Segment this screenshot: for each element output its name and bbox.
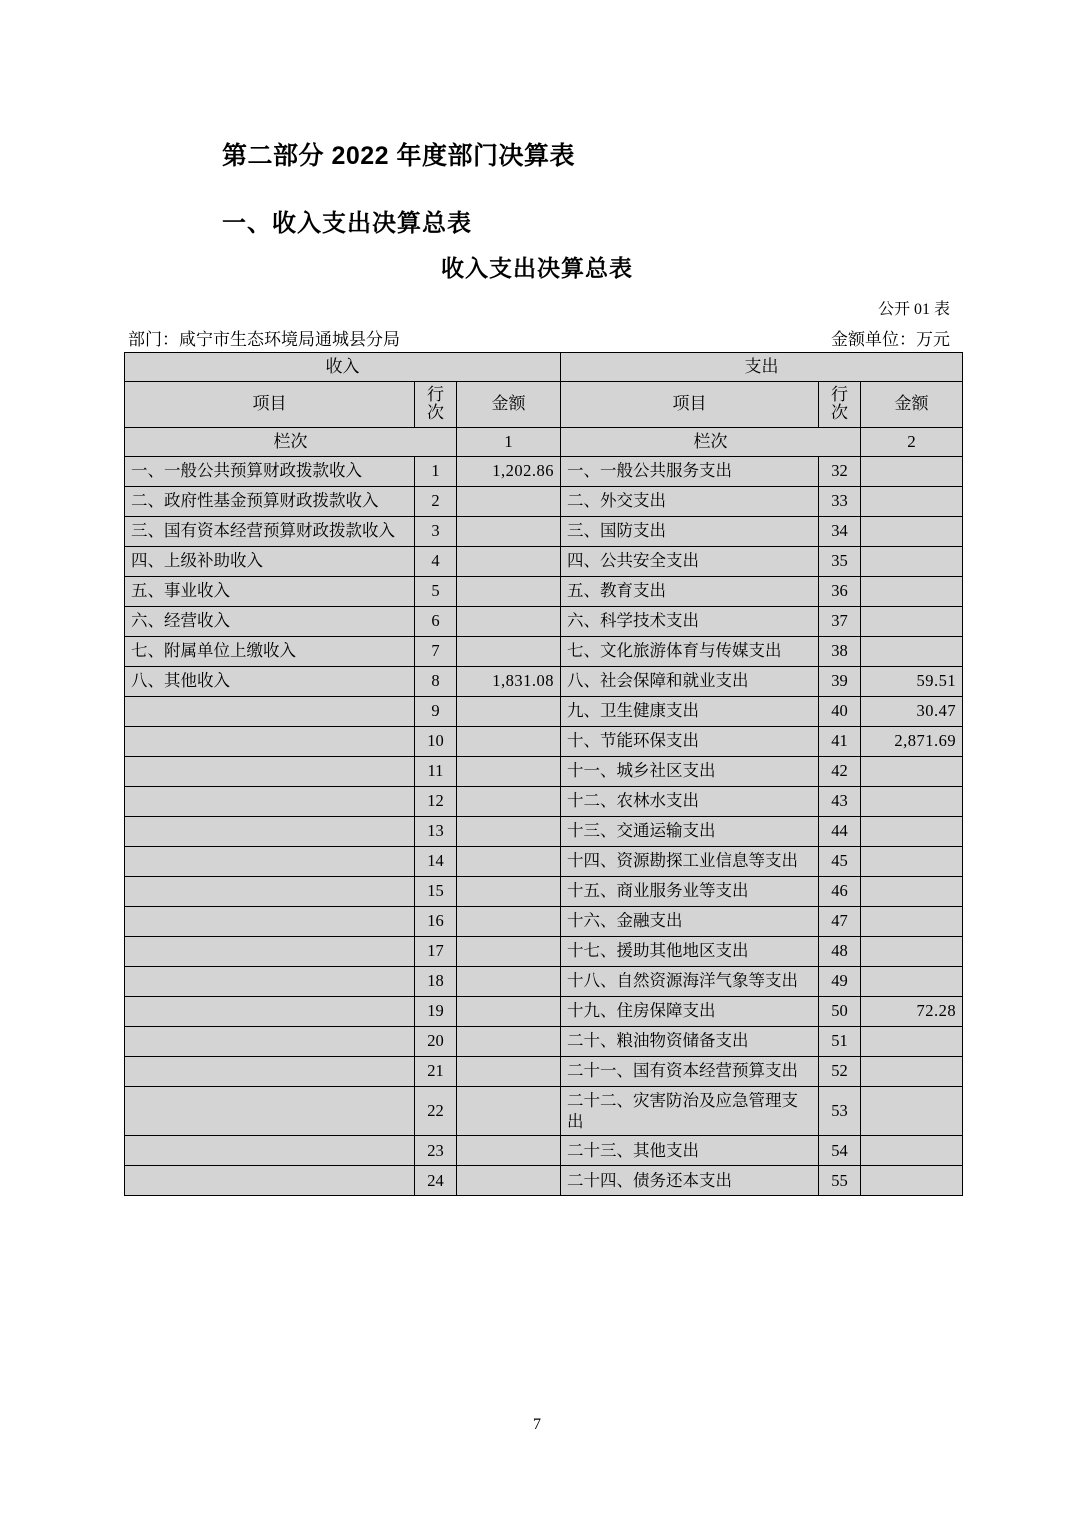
table-row [125, 876, 963, 906]
cell-income-line: 1 [415, 456, 457, 486]
cell-income-line: 10 [415, 726, 457, 756]
cell-expenditure-amount: 30.47 [861, 696, 963, 726]
cell-income-item [125, 876, 415, 906]
table-row [125, 576, 963, 606]
cell-expenditure-line: 53 [819, 1086, 861, 1135]
cell-expenditure-item: 十八、自然资源海洋气象等支出 [561, 966, 819, 996]
table-row [125, 1026, 963, 1056]
cell-income-amount [457, 636, 561, 666]
table-row [125, 606, 963, 636]
table-row [125, 756, 963, 786]
table-row [125, 846, 963, 876]
column-index-expenditure: 2 [861, 427, 963, 456]
cell-income-item [125, 1026, 415, 1056]
cell-expenditure-amount [861, 576, 963, 606]
cell-income-amount [457, 546, 561, 576]
cell-income-amount [457, 876, 561, 906]
cell-expenditure-item: 六、科学技术支出 [561, 606, 819, 636]
cell-income-item [125, 726, 415, 756]
form-code: 公开 01 表 [877, 301, 950, 318]
table-title: 收入支出决算总表 [441, 256, 633, 281]
page-number: 7 [533, 1416, 541, 1433]
table-row [125, 546, 963, 576]
cell-expenditure-item: 十七、援助其他地区支出 [561, 936, 819, 966]
cell-income-line: 3 [415, 516, 457, 546]
column-header-income-amount: 金额 [457, 381, 561, 427]
table-row [125, 786, 963, 816]
cell-expenditure-amount: 72.28 [861, 996, 963, 1026]
cell-expenditure-line: 36 [819, 576, 861, 606]
cell-income-item [125, 1086, 415, 1135]
cell-expenditure-item: 十一、城乡社区支出 [561, 756, 819, 786]
subsection-title: 一、收入支出决算总表 [222, 210, 472, 237]
table-row [125, 936, 963, 966]
column-header-income-item: 项目 [125, 381, 415, 427]
table-row [125, 816, 963, 846]
cell-expenditure-amount [861, 456, 963, 486]
table-column-header-row [125, 381, 963, 427]
cell-income-amount [457, 606, 561, 636]
cell-income-item [125, 756, 415, 786]
cell-income-line: 13 [415, 816, 457, 846]
cell-expenditure-line: 49 [819, 966, 861, 996]
table-group-header-row [125, 353, 963, 382]
cell-expenditure-line: 46 [819, 876, 861, 906]
column-index-income: 1 [457, 427, 561, 456]
cell-income-item [125, 846, 415, 876]
cell-expenditure-amount [861, 546, 963, 576]
cell-income-amount [457, 1165, 561, 1195]
table-row [125, 636, 963, 666]
column-index-label-expenditure: 栏次 [561, 427, 861, 456]
cell-income-item: 二、政府性基金预算财政拨款收入 [125, 486, 415, 516]
cell-expenditure-line: 45 [819, 846, 861, 876]
cell-income-amount [457, 996, 561, 1026]
cell-income-line: 6 [415, 606, 457, 636]
cell-income-amount: 1,202.86 [457, 456, 561, 486]
cell-expenditure-item: 五、教育支出 [561, 576, 819, 606]
table-row [125, 906, 963, 936]
cell-expenditure-item: 十五、商业服务业等支出 [561, 876, 819, 906]
cell-expenditure-line: 42 [819, 756, 861, 786]
cell-expenditure-item: 七、文化旅游体育与传媒支出 [561, 636, 819, 666]
cell-expenditure-item: 二十、粮油物资储备支出 [561, 1026, 819, 1056]
column-header-exp-item: 项目 [561, 381, 819, 427]
cell-income-amount [457, 906, 561, 936]
cell-income-amount [457, 1135, 561, 1165]
cell-expenditure-line: 44 [819, 816, 861, 846]
cell-expenditure-line: 33 [819, 486, 861, 516]
cell-expenditure-line: 34 [819, 516, 861, 546]
table-row [125, 1086, 963, 1135]
table-row [125, 1165, 963, 1195]
cell-expenditure-amount [861, 906, 963, 936]
cell-income-amount [457, 696, 561, 726]
cell-expenditure-line: 55 [819, 1165, 861, 1195]
cell-income-line: 2 [415, 486, 457, 516]
cell-expenditure-item: 十二、农林水支出 [561, 786, 819, 816]
table-row [125, 456, 963, 486]
section-title: 第二部分 2022 年度部门决算表 [222, 142, 576, 170]
cell-expenditure-item: 一、一般公共服务支出 [561, 456, 819, 486]
cell-expenditure-amount [861, 966, 963, 996]
cell-expenditure-item: 十、节能环保支出 [561, 726, 819, 756]
cell-expenditure-amount [861, 876, 963, 906]
cell-income-line: 16 [415, 906, 457, 936]
cell-expenditure-amount [861, 606, 963, 636]
column-header-income-line: 行次 [415, 381, 457, 427]
cell-income-line: 21 [415, 1056, 457, 1086]
cell-income-item: 四、上级补助收入 [125, 546, 415, 576]
cell-income-line: 15 [415, 876, 457, 906]
group-header-income: 收入 [125, 353, 561, 382]
cell-income-amount [457, 816, 561, 846]
cell-income-line: 22 [415, 1086, 457, 1135]
cell-expenditure-amount [861, 516, 963, 546]
cell-expenditure-amount [861, 1165, 963, 1195]
cell-income-item [125, 696, 415, 726]
cell-income-line: 8 [415, 666, 457, 696]
cell-income-amount [457, 576, 561, 606]
cell-expenditure-item: 二十四、债务还本支出 [561, 1165, 819, 1195]
cell-expenditure-amount [861, 756, 963, 786]
table-column-index-row [125, 427, 963, 456]
cell-income-item: 八、其他收入 [125, 666, 415, 696]
cell-income-amount: 1,831.08 [457, 666, 561, 696]
cell-expenditure-item: 十三、交通运输支出 [561, 816, 819, 846]
cell-income-item [125, 786, 415, 816]
cell-expenditure-item: 二十一、国有资本经营预算支出 [561, 1056, 819, 1086]
cell-income-line: 9 [415, 696, 457, 726]
cell-income-amount [457, 966, 561, 996]
cell-income-item [125, 906, 415, 936]
cell-expenditure-item: 八、社会保障和就业支出 [561, 666, 819, 696]
cell-income-line: 19 [415, 996, 457, 1026]
table-row [125, 516, 963, 546]
cell-expenditure-amount [861, 1135, 963, 1165]
cell-expenditure-amount [861, 936, 963, 966]
cell-income-item: 一、一般公共预算财政拨款收入 [125, 456, 415, 486]
cell-expenditure-amount [861, 1086, 963, 1135]
cell-expenditure-amount: 59.51 [861, 666, 963, 696]
cell-income-line: 23 [415, 1135, 457, 1165]
cell-income-item: 七、附属单位上缴收入 [125, 636, 415, 666]
cell-income-line: 20 [415, 1026, 457, 1056]
cell-income-item [125, 1165, 415, 1195]
cell-expenditure-line: 37 [819, 606, 861, 636]
cell-income-item [125, 1135, 415, 1165]
cell-expenditure-item: 二、外交支出 [561, 486, 819, 516]
table-row [125, 1056, 963, 1086]
cell-expenditure-item: 二十二、灾害防治及应急管理支出 [561, 1086, 819, 1135]
cell-expenditure-item: 二十三、其他支出 [561, 1135, 819, 1165]
cell-expenditure-line: 48 [819, 936, 861, 966]
department-label: 部门：咸宁市生态环境局通城县分局 [128, 330, 400, 349]
cell-expenditure-line: 41 [819, 726, 861, 756]
cell-income-amount [457, 486, 561, 516]
cell-expenditure-item: 四、公共安全支出 [561, 546, 819, 576]
cell-income-amount [457, 756, 561, 786]
column-header-exp-line: 行次 [819, 381, 861, 427]
cell-income-item [125, 966, 415, 996]
cell-expenditure-amount [861, 636, 963, 666]
cell-expenditure-amount: 2,871.69 [861, 726, 963, 756]
unit-label: 金额单位：万元 [831, 330, 950, 349]
cell-expenditure-amount [861, 486, 963, 516]
cell-expenditure-item: 九、卫生健康支出 [561, 696, 819, 726]
cell-expenditure-amount [861, 816, 963, 846]
cell-income-line: 5 [415, 576, 457, 606]
cell-income-item [125, 996, 415, 1026]
cell-income-item: 三、国有资本经营预算财政拨款收入 [125, 516, 415, 546]
group-header-expenditure: 支出 [561, 353, 963, 382]
cell-income-line: 14 [415, 846, 457, 876]
cell-expenditure-amount [861, 786, 963, 816]
cell-income-amount [457, 1026, 561, 1056]
cell-income-line: 7 [415, 636, 457, 666]
cell-income-amount [457, 516, 561, 546]
cell-income-amount [457, 846, 561, 876]
cell-expenditure-line: 38 [819, 636, 861, 666]
cell-expenditure-item: 十四、资源勘探工业信息等支出 [561, 846, 819, 876]
cell-expenditure-amount [861, 1056, 963, 1086]
table-row [125, 666, 963, 696]
cell-expenditure-line: 39 [819, 666, 861, 696]
column-index-label-income: 栏次 [125, 427, 457, 456]
cell-income-amount [457, 1056, 561, 1086]
cell-expenditure-item: 三、国防支出 [561, 516, 819, 546]
cell-expenditure-line: 32 [819, 456, 861, 486]
cell-income-item [125, 936, 415, 966]
table-row [125, 486, 963, 516]
table-row [125, 966, 963, 996]
cell-expenditure-line: 40 [819, 696, 861, 726]
cell-income-amount [457, 786, 561, 816]
cell-income-item [125, 1056, 415, 1086]
cell-income-item: 五、事业收入 [125, 576, 415, 606]
income-expenditure-table [124, 352, 963, 1196]
cell-income-line: 24 [415, 1165, 457, 1195]
cell-income-amount [457, 726, 561, 756]
column-header-exp-amount: 金额 [861, 381, 963, 427]
cell-income-line: 11 [415, 756, 457, 786]
cell-expenditure-item: 十六、金融支出 [561, 906, 819, 936]
cell-expenditure-line: 35 [819, 546, 861, 576]
table-row [125, 726, 963, 756]
cell-expenditure-amount [861, 846, 963, 876]
cell-income-line: 12 [415, 786, 457, 816]
cell-income-item [125, 816, 415, 846]
cell-income-line: 4 [415, 546, 457, 576]
cell-expenditure-line: 47 [819, 906, 861, 936]
table-row [125, 696, 963, 726]
cell-expenditure-amount [861, 1026, 963, 1056]
cell-expenditure-line: 50 [819, 996, 861, 1026]
cell-expenditure-line: 52 [819, 1056, 861, 1086]
cell-expenditure-line: 51 [819, 1026, 861, 1056]
cell-income-amount [457, 936, 561, 966]
table-row [125, 996, 963, 1026]
cell-expenditure-line: 54 [819, 1135, 861, 1165]
cell-expenditure-line: 43 [819, 786, 861, 816]
cell-income-amount [457, 1086, 561, 1135]
table-body [125, 353, 963, 1196]
cell-income-line: 17 [415, 936, 457, 966]
cell-expenditure-item: 十九、住房保障支出 [561, 996, 819, 1026]
cell-income-line: 18 [415, 966, 457, 996]
cell-income-item: 六、经营收入 [125, 606, 415, 636]
table-row [125, 1135, 963, 1165]
